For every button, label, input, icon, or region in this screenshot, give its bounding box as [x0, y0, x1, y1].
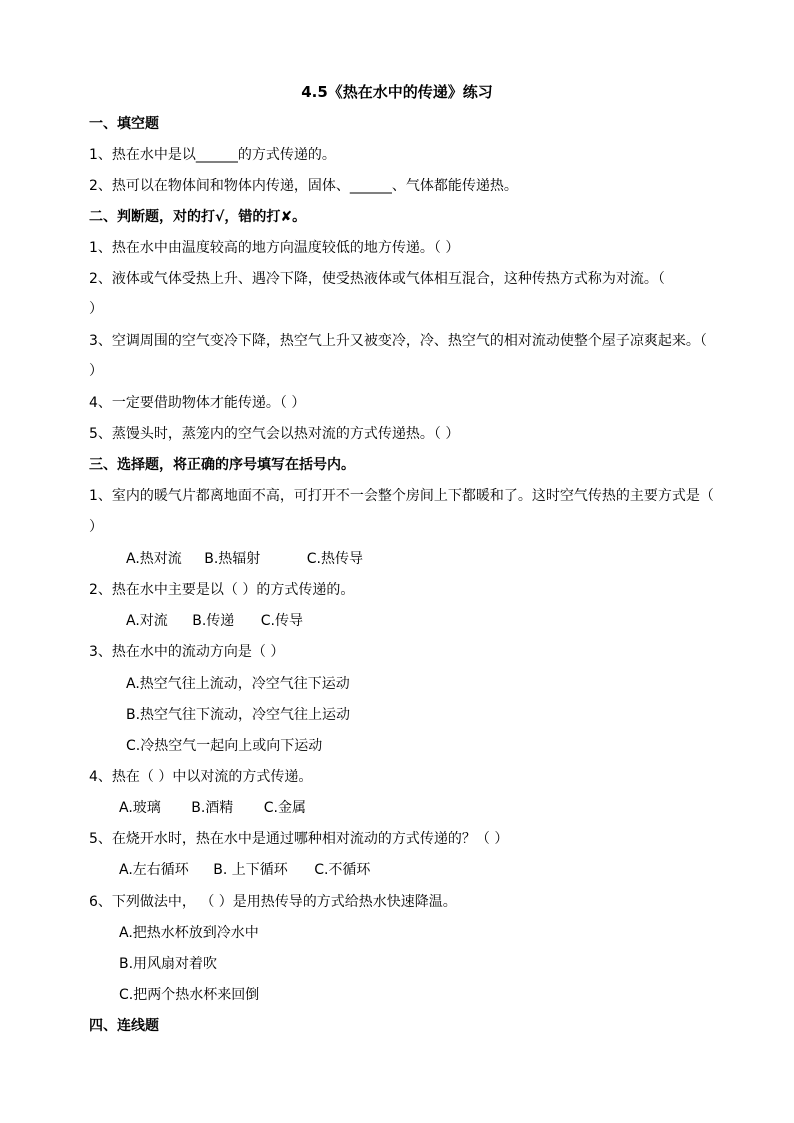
question-text: 4、热在（ ）中以对流的方式传递。 — [89, 769, 313, 785]
option-c: C.传导 — [260, 613, 303, 629]
question-text: 1、热在水中由温度较高的地方向温度较低的地方传递。（ ） — [89, 240, 460, 256]
question-text: 4、一定要借助物体才能传递。（ ） — [89, 395, 306, 411]
question-text: 3、热在水中的流动方向是（ ） — [89, 644, 285, 660]
section-heading-multiple-choice: 三、选择题，将正确的序号填写在括号内。 — [89, 457, 355, 473]
question-text: 1、热在水中是以______的方式传递的。 — [89, 147, 336, 163]
question-text: 5、蒸馒头时，蒸笼内的空气会以热对流的方式传递热。（ ） — [89, 426, 460, 442]
answer-options — [126, 549, 748, 569]
option-a: A.对流 — [126, 613, 168, 629]
answer-options — [126, 611, 748, 631]
option-c: C.热传导 — [306, 551, 363, 567]
option-b: B.热辐射 — [204, 551, 261, 567]
question-text: 6、下列做法中， （ ）是用热传导的方式给热水快速降温。 — [89, 894, 457, 910]
option-b: B.酒精 — [191, 800, 234, 816]
option-a: A.左右循环 — [119, 862, 189, 878]
option-c: C.不循环 — [314, 862, 371, 878]
section-heading-fill-blank: 一、填空题 — [89, 116, 159, 132]
option-a: A.热对流 — [126, 551, 182, 567]
page-title: 4.5《热在水中的传递》练习 — [301, 83, 493, 101]
question-text: 3、空调周围的空气变冷下降，热空气上升又被变冷，冷、热空气的相对流动使整个屋子凉爽起来。（ — [89, 333, 707, 349]
question-text: 2、液体或气体受热上升、遇冷下降，使受热液体或气体相互混合，这种传热方式称为对流。（ — [89, 271, 665, 287]
answer-options — [119, 798, 741, 818]
question-text: 2、热可以在物体间和物体内传递，固体、______、气体都能传递热。 — [89, 178, 518, 194]
section-heading-matching: 四、连线题 — [89, 1018, 159, 1034]
option-c: C.冷热空气一起向上或向下运动 — [126, 738, 323, 754]
option-c: C.金属 — [263, 800, 306, 816]
option-b: B.传递 — [192, 613, 235, 629]
question-text: 1、室内的暖气片都离地面不高，可打开不一会整个房间上下都暖和了。这时空气传热的主要方式是（ — [89, 488, 714, 504]
option-c: C.把两个热水杯来回倒 — [119, 987, 260, 1003]
option-b: B. 上下循环 — [213, 862, 288, 878]
question-text: 5、在烧开水时，热在水中是通过哪种相对流动的方式传递的？（ ） — [89, 831, 509, 847]
option-a: A.热空气往上流动，冷空气往下运动 — [126, 676, 350, 692]
option-b: B.用风扇对着吹 — [119, 956, 218, 972]
answer-options — [119, 860, 741, 880]
question-text-continuation: ） — [89, 363, 103, 379]
question-text: 2、热在水中主要是以（ ）的方式传递的。 — [89, 582, 355, 598]
option-a: A.玻璃 — [119, 800, 161, 816]
question-text-continuation: ） — [89, 519, 103, 535]
section-heading-true-false: 二、判断题，对的打√，错的打✘。 — [89, 209, 307, 225]
option-b: B.热空气往下流动，冷空气往上运动 — [126, 707, 351, 723]
option-a: A.把热水杯放到冷水中 — [119, 925, 259, 941]
question-text-continuation: ） — [89, 301, 103, 317]
